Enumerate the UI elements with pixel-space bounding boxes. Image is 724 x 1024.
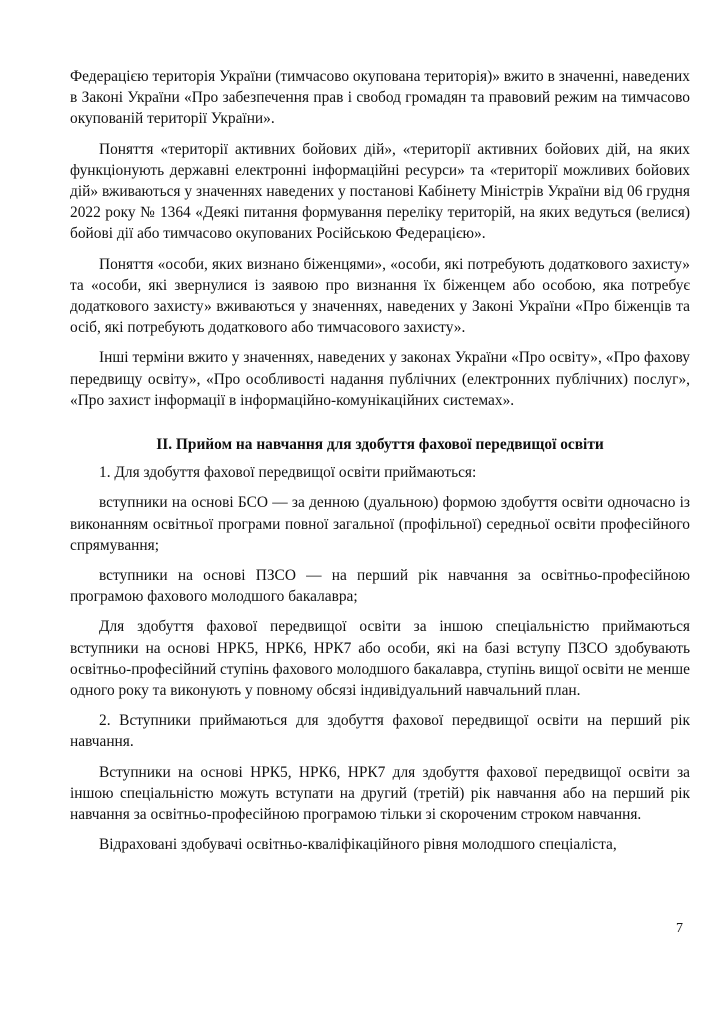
paragraph-combat-territories-definition: Поняття «території активних бойових дій», «території активних бойових дій, на яких функціонують державні електронні інформаційні ресурси» та «території можливих бойових дій» вживаються у значеннях наведених у постанові Кабінету Міністрів України від 06 грудня 2022 року № 1364 «Деякі питання формування переліку територій, на яких ведуться (велися) бойові дії або тимчасово окупованих Російською Федерацією». <box>70 140 690 243</box>
paragraph-occupied-territory-definition: Федерацією територія України (тимчасово окупована територія)» вжито в значенні, наведених в Законі України «Про забезпечення прав і свобод громадян та правовий режим на тимчасово окупованій території України». <box>70 68 690 128</box>
paragraph-pzso-applicants: вступники на основі ПЗСО — на перший рік навчання за освітньо-професійною програмою фахового молодшого бакалавра; <box>70 567 690 606</box>
page-number: 7 <box>676 921 683 936</box>
document-body <box>70 66 690 865</box>
paragraph-bso-applicants: вступники на основі БСО — за денною (дуальною) формою здобуття освіти одночасно із виконанням освітньої програми повної загальної (профільної) середньої освіти професійного спрямування; <box>70 494 690 554</box>
paragraph-other-specialty: Для здобуття фахової передвищої освіти за іншою спеціальністю приймаються вступники на основі НРК5, НРК6, НРК7 або особи, які на базі вступу ПЗСО здобувають освітньо-професійний ступінь фахового молодшого бакалавра, ступінь вищої освіти не менше одного року та виконують у повному обсязі індивідуальний навчальний план. <box>70 618 690 700</box>
paragraph-admission-item-1: 1. Для здобуття фахової передвищої освіти приймаються: <box>99 464 477 482</box>
paragraph-refugees-definition: Поняття «особи, яких визнано біженцями», «особи, які потребують додаткового захисту» та «особи, які звернулися із заявою про визнання їх біженцем або особою, яка потребує додаткового захисту» вживаються у значеннях, наведених у Законі України «Про біженців та осіб, які потребують додаткового або тимчасового захисту». <box>70 255 690 337</box>
paragraph-other-terms: Інші терміни вжито у значеннях, наведених у законах України «Про освіту», «Про фахову передвищу освіту», «Про особливості надання публічних (електронних публічних) послуг», «Про захист інформації в інформаційно-комунікаційних системах». <box>70 349 690 409</box>
paragraph-expelled-students: Відраховані здобувачі освітньо-кваліфікаційного рівня молодшого спеціаліста, <box>99 836 617 854</box>
paragraph-nrk-applicants: Вступники на основі НРК5, НРК6, НРК7 для здобуття фахової передвищої освіти за іншою спеціальністю можуть вступати на другий (третій) рік навчання або на перший рік навчання за освітньо-професійною програмою тільки зі скороченим строком навчання. <box>70 763 690 824</box>
section-heading: ІІ. Прийом на навчання для здобуття фахової передвищої освіти <box>156 436 604 454</box>
paragraph-admission-item-2: 2. Вступники приймаються для здобуття фахової передвищої освіти на перший рік навчання. <box>70 712 690 751</box>
